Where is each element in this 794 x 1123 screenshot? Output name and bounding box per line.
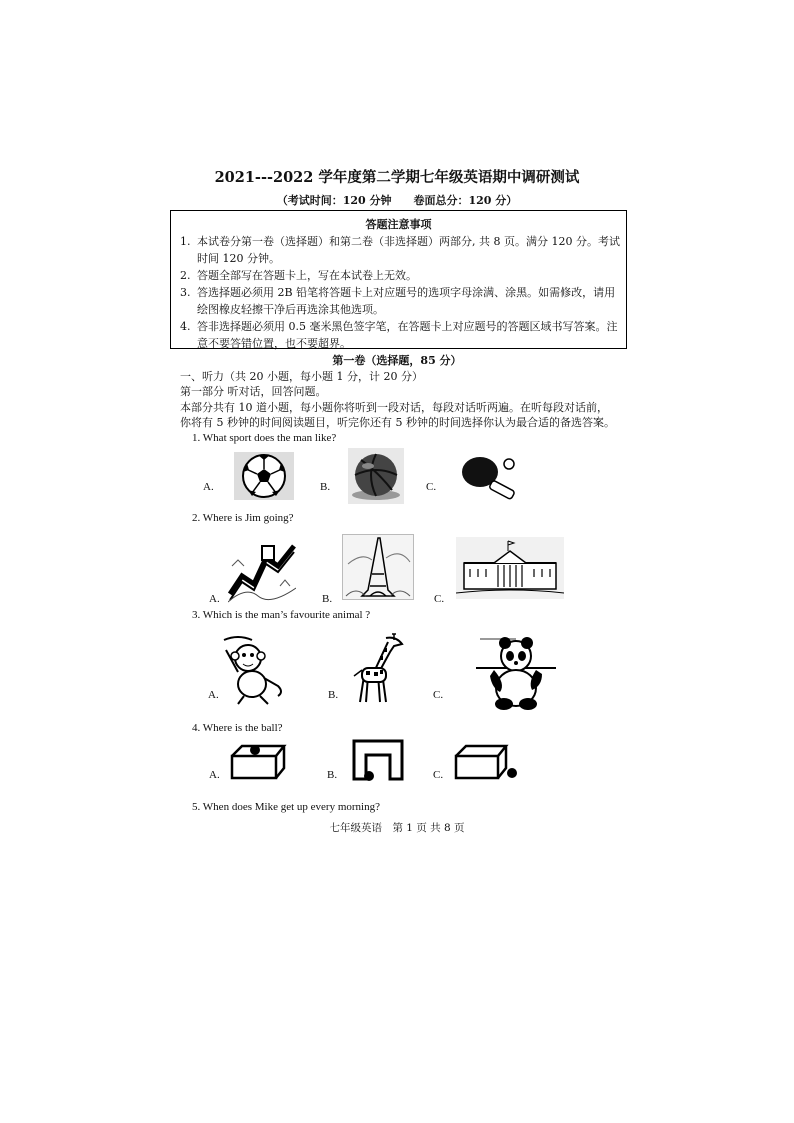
notice-item-text: 答题全部写在答题卡上，写在本试卷上无效。 <box>197 269 417 282</box>
option-c: C. <box>434 593 445 605</box>
option-b: B. <box>327 769 338 781</box>
great-wall-icon <box>228 536 296 604</box>
soccer-ball-icon <box>234 452 294 500</box>
notice-item-number: 3. <box>180 286 191 299</box>
ball-beside-box-icon <box>452 742 522 782</box>
page-footer: 七年级英语 第 1 页 共 8 页 <box>329 822 465 834</box>
part1-heading: 第一部分 听对话，回答问题。 <box>180 385 327 398</box>
panda-icon <box>476 632 556 712</box>
ball-under-arch-icon <box>350 737 406 783</box>
option-b: B. <box>328 689 339 701</box>
question-2: 2. Where is Jim going? <box>192 512 294 524</box>
instructions-line: 你将有 5 秒钟的时间阅读题目，听完你还有 5 秒钟的时间选择你认为最合适的备选答案。 <box>180 416 615 429</box>
page-title: 2021---2022 学年度第二学期七年级英语期中调研测试 <box>214 169 580 186</box>
notice-item <box>171 267 626 284</box>
section-title: 第一卷（选择题，85 分） <box>332 354 462 367</box>
option-c: C. <box>433 689 444 701</box>
question-3: 3. Which is the man’s favourite animal ? <box>192 609 371 621</box>
notice-item <box>171 233 626 267</box>
part-heading: 一、听力（共 20 小题，每小题 1 分，计 20 分） <box>180 370 423 383</box>
option-c: C. <box>433 769 444 781</box>
notice-item-number: 1. <box>180 235 191 248</box>
option-c: C. <box>426 481 437 493</box>
option-b: B. <box>322 593 333 605</box>
option-a: A. <box>209 769 220 781</box>
white-house-icon <box>456 537 564 599</box>
notice-item-text: 答选择题必须用 2B 铅笔将答题卡上对应题号的选项字母涂满、涂黑。如需修改，请用绘图橡皮轻擦干净后再选涂其他选项。 <box>197 286 616 316</box>
basketball-icon <box>348 448 404 504</box>
notice-box <box>170 210 627 349</box>
notice-item <box>171 318 626 352</box>
notice-item-text: 本试卷分第一卷（选择题）和第二卷（非选择题）两部分, 共 8 页。满分 120 分。考试时间 120 分钟。 <box>197 235 620 265</box>
notice-heading: 答题注意事项 <box>365 218 432 231</box>
giraffe-icon <box>350 630 410 706</box>
notice-item-number: 4. <box>180 320 191 333</box>
question-4: 4. Where is the ball? <box>192 722 283 734</box>
question-1: 1. What sport does the man like? <box>192 432 337 444</box>
notice-item-text: 答非选择题必须用 0.5 毫米黑色签字笔，在答题卡上对应题号的答题区域书写答案。注意不要答错位置，也不要超界。 <box>197 320 618 350</box>
ball-on-box-icon <box>228 742 288 782</box>
notice-item-number: 2. <box>180 269 191 282</box>
instructions-line: 本部分共有 10 道小题，每小题你将听到一段对话，每段对话听两遍。在听每段对话前， <box>180 401 608 414</box>
option-a: A. <box>209 593 220 605</box>
question-5: 5. When does Mike get up every morning? <box>192 801 380 813</box>
eiffel-tower-icon <box>342 534 414 600</box>
notice-item <box>171 284 626 318</box>
ping-pong-paddle-icon <box>460 452 524 502</box>
option-a: A. <box>208 689 219 701</box>
monkey-icon <box>218 632 290 708</box>
option-a: A. <box>203 481 214 493</box>
option-b: B. <box>320 481 331 493</box>
exam-info: （考试时间：120 分钟 卷面总分：120 分） <box>276 194 518 207</box>
